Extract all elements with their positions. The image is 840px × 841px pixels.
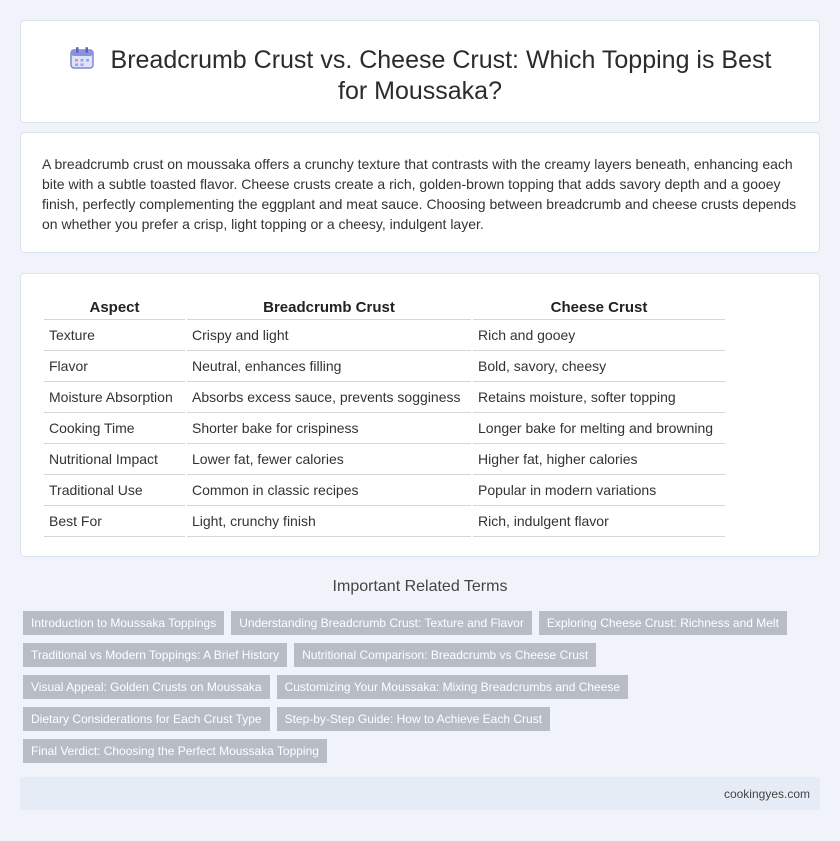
- aspect-cell: Cooking Time: [44, 413, 185, 444]
- related-term-tag[interactable]: Traditional vs Modern Toppings: A Brief History: [23, 643, 287, 667]
- cheese-cell: Higher fat, higher calories: [473, 444, 725, 475]
- tag-row: [23, 643, 813, 667]
- related-term-tag[interactable]: Final Verdict: Choosing the Perfect Moussaka Topping: [23, 739, 327, 763]
- breadcrumb-cell: Crispy and light: [187, 320, 471, 351]
- cheese-cell: Rich, indulgent flavor: [473, 506, 725, 537]
- calendar-icon: [69, 46, 95, 70]
- breadcrumb-cell: Shorter bake for crispiness: [187, 413, 471, 444]
- comparison-table: [42, 295, 727, 537]
- aspect-cell: Traditional Use: [44, 475, 185, 506]
- table-row: [44, 475, 725, 506]
- breadcrumb-cell: Neutral, enhances filling: [187, 351, 471, 382]
- related-terms-tags: [23, 611, 813, 771]
- table-row: [44, 351, 725, 382]
- header-breadcrumb-crust: Breadcrumb Crust: [187, 295, 471, 320]
- related-term-tag[interactable]: Dietary Considerations for Each Crust Type: [23, 707, 270, 731]
- title-card: [20, 20, 820, 123]
- cheese-cell: Retains moisture, softer topping: [473, 382, 725, 413]
- aspect-cell: Moisture Absorption: [44, 382, 185, 413]
- header-aspect: Aspect: [44, 295, 185, 320]
- footer: [20, 777, 820, 810]
- table-row: [44, 413, 725, 444]
- related-term-tag[interactable]: Customizing Your Moussaka: Mixing Breadcrumbs and Cheese: [277, 675, 629, 699]
- related-terms-heading: Important Related Terms: [332, 578, 508, 595]
- related-term-tag[interactable]: Visual Appeal: Golden Crusts on Moussaka: [23, 675, 270, 699]
- breadcrumb-cell: Light, crunchy finish: [187, 506, 471, 537]
- aspect-cell: Best For: [44, 506, 185, 537]
- cheese-cell: Longer bake for melting and browning: [473, 413, 725, 444]
- intro-paragraph: A breadcrumb crust on moussaka offers a crunchy texture that contrasts with the creamy layers beneath, enhancing each bite with a subtle toasted flavor. Cheese crusts create a rich, golden-brown topping that adds savory depth and a gooey finish, perfectly complementing the eggplant and meat sauce. Choosing between breadcrumb and cheese crusts depends on whether you prefer a crisp, light topping or a cheesy, indulgent layer.: [42, 156, 797, 232]
- related-term-tag[interactable]: Introduction to Moussaka Toppings: [23, 611, 224, 635]
- breadcrumb-cell: Common in classic recipes: [187, 475, 471, 506]
- related-term-tag[interactable]: Understanding Breadcrumb Crust: Texture and Flavor: [231, 611, 532, 635]
- table-row: [44, 506, 725, 537]
- page-title: Breadcrumb Crust vs. Cheese Crust: Which Topping is Best for Moussaka?: [110, 46, 772, 105]
- tag-row: [23, 675, 813, 699]
- aspect-cell: Flavor: [44, 351, 185, 382]
- table-row: [44, 320, 725, 351]
- tag-row: [23, 611, 813, 635]
- intro-card: [20, 132, 820, 253]
- related-term-tag[interactable]: Exploring Cheese Crust: Richness and Melt: [539, 611, 787, 635]
- cheese-cell: Bold, savory, cheesy: [473, 351, 725, 382]
- related-term-tag[interactable]: Step-by-Step Guide: How to Achieve Each Crust: [277, 707, 550, 731]
- breadcrumb-cell: Absorbs excess sauce, prevents sogginess: [187, 382, 471, 413]
- cheese-cell: Rich and gooey: [473, 320, 725, 351]
- page-title-row: [21, 45, 819, 107]
- aspect-cell: Nutritional Impact: [44, 444, 185, 475]
- comparison-card: [20, 273, 820, 557]
- table-row: [44, 382, 725, 413]
- tag-row: [23, 739, 813, 763]
- table-header-row: [44, 295, 725, 320]
- tag-row: [23, 707, 813, 731]
- related-term-tag[interactable]: Nutritional Comparison: Breadcrumb vs Cheese Crust: [294, 643, 596, 667]
- breadcrumb-cell: Lower fat, fewer calories: [187, 444, 471, 475]
- footer-site-link[interactable]: cookingyes.com: [723, 787, 810, 801]
- table-row: [44, 444, 725, 475]
- header-cheese-crust: Cheese Crust: [473, 295, 725, 320]
- aspect-cell: Texture: [44, 320, 185, 351]
- cheese-cell: Popular in modern variations: [473, 475, 725, 506]
